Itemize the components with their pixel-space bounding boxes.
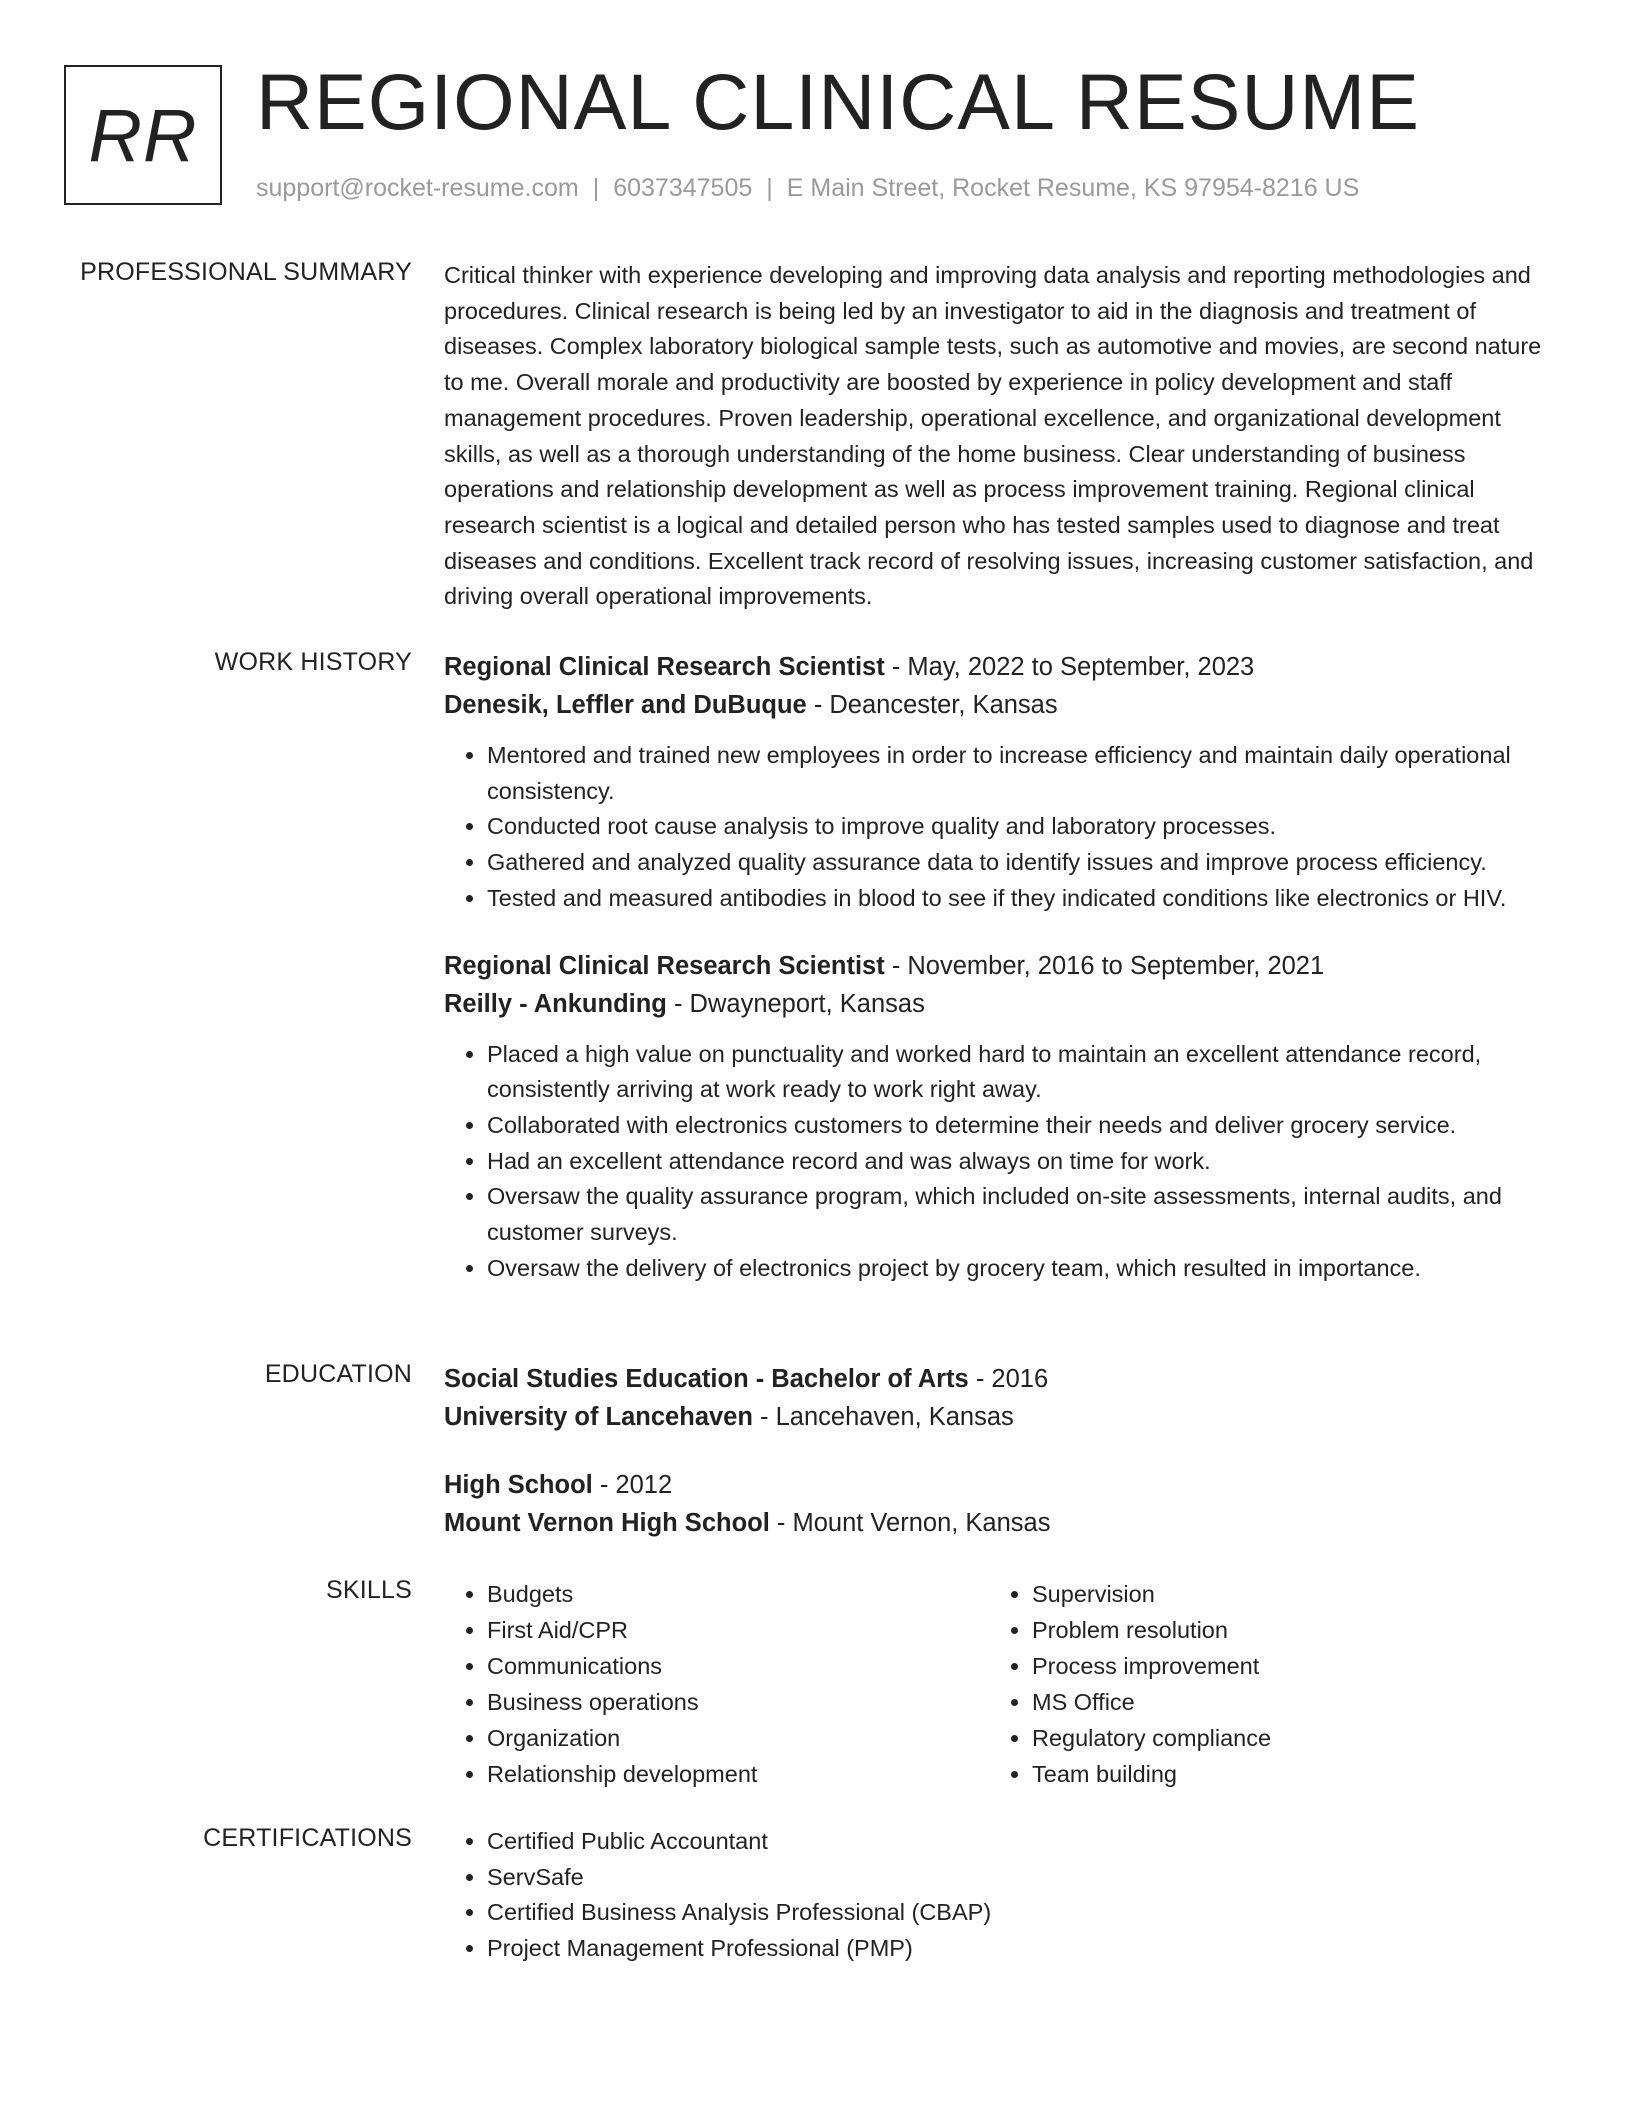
- contact-separator: |: [766, 174, 773, 202]
- skill-item: • Business operations: [487, 1684, 989, 1720]
- skills-column-right: [989, 1576, 1534, 1792]
- education-year: - 2012: [592, 1471, 673, 1499]
- contact-separator: |: [592, 174, 600, 202]
- job-bullets: [444, 1037, 1554, 1287]
- skill-item: • Team building: [1032, 1756, 1534, 1792]
- job-bullet: • Oversaw the quality assurance program, which included on-site assessments, internal audits, and customer surveys.: [487, 1179, 1554, 1250]
- skill-item: • MS Office: [1032, 1684, 1534, 1720]
- skills-columns: [444, 1576, 1554, 1792]
- contact-address: E Main Street, Rocket Resume, KS 97954-8216 US: [786, 174, 1360, 202]
- job-bullets: [444, 738, 1554, 917]
- job-bullet: • Conducted root cause analysis to improve quality and laboratory processes.: [487, 809, 1554, 845]
- work-history-body: [444, 648, 1554, 1286]
- job-company: Reilly - Ankunding: [444, 989, 667, 1018]
- job-bullet: • Gathered and analyzed quality assurance data to identify issues and improve process efficiency.: [487, 845, 1554, 881]
- education-location: - Lancehaven, Kansas: [752, 1403, 1014, 1431]
- certifications-list: [444, 1824, 1554, 1967]
- section-label-certifications: CERTIFICATIONS: [203, 1824, 412, 1852]
- education-year: - 2016: [968, 1365, 1049, 1393]
- job-bullet: • Oversaw the delivery of electronics project by grocery team, which resulted in importance.: [487, 1251, 1554, 1287]
- job-entry: [444, 648, 1554, 917]
- job-title: Regional Clinical Research Scientist: [444, 653, 885, 681]
- job-dates: - November, 2016 to September, 2021: [884, 951, 1325, 980]
- job-company: Denesik, Leffler and DuBuque: [444, 691, 807, 719]
- education-body: [444, 1360, 1554, 1542]
- summary-text: Critical thinker with experience developing and improving data analysis and reporting methodologies and procedures. Clinical research is being led by an investigator to aid in the diagnosis and treatment of diseases. Complex laboratory biological sample tests, such as automotive and movies, are second nature to me. Overall morale and productivity are boosted by experience in policy development and staff management procedures. Proven leadership, operational excellence, and organizational development skills, as well as a thorough understanding of the home business. Clear understanding of business operations and relationship development as well as process improvement training. Regional clinical research scientist is a logical and detailed person who has tested samples used to diagnose and treat diseases and conditions. Excellent track record of resolving issues, increasing customer satisfaction, and driving overall operational improvements.: [444, 262, 1542, 610]
- skill-item: • Regulatory compliance: [1032, 1720, 1534, 1756]
- job-title-line: [444, 648, 1554, 686]
- job-company-line: [444, 686, 1554, 724]
- education-degree-line: [444, 1360, 1554, 1398]
- certification-item: • Certified Business Analysis Professional (CBAP): [487, 1895, 1554, 1931]
- job-location: - Deancester, Kansas: [806, 691, 1058, 719]
- job-location: - Dwayneport, Kansas: [666, 989, 925, 1018]
- section-label-summary: PROFESSIONAL SUMMARY: [80, 258, 412, 286]
- skills-body: [444, 1576, 1554, 1792]
- education-degree: High School: [444, 1471, 593, 1499]
- monogram-logo: RR: [64, 65, 222, 205]
- job-entry: [444, 947, 1554, 1287]
- contact-email[interactable]: support@rocket-resume.com: [256, 174, 579, 202]
- job-company-line: [444, 985, 1554, 1023]
- education-degree-line: [444, 1466, 1554, 1504]
- job-title-line: [444, 947, 1554, 985]
- education-location: - Mount Vernon, Kansas: [769, 1509, 1051, 1537]
- skill-item: • Process improvement: [1032, 1648, 1534, 1684]
- skill-item: • Organization: [487, 1720, 989, 1756]
- job-bullet: • Collaborated with electronics customers to determine their needs and deliver grocery service.: [487, 1108, 1554, 1144]
- skill-item: • Problem resolution: [1032, 1612, 1534, 1648]
- skill-item: • Relationship development: [487, 1756, 989, 1792]
- education-school: University of Lancehaven: [444, 1403, 753, 1431]
- contact-phone[interactable]: 6037347505: [613, 174, 753, 202]
- skills-column-left: [444, 1576, 989, 1792]
- education-entry: [444, 1360, 1554, 1436]
- job-bullet: • Tested and measured antibodies in blood to see if they indicated conditions like electronics or HIV.: [487, 881, 1554, 917]
- summary-body: [444, 258, 1554, 615]
- resume-title: REGIONAL CLINICAL RESUME: [256, 57, 1420, 146]
- skill-item: • First Aid/CPR: [487, 1612, 989, 1648]
- skill-item: • Supervision: [1032, 1576, 1534, 1612]
- certification-item: • Project Management Professional (PMP): [487, 1931, 1554, 1967]
- education-degree: Social Studies Education - Bachelor of Arts: [444, 1365, 969, 1393]
- skill-item: • Communications: [487, 1648, 989, 1684]
- section-label-skills: SKILLS: [326, 1576, 412, 1604]
- job-title: Regional Clinical Research Scientist: [444, 951, 885, 980]
- education-school: Mount Vernon High School: [444, 1509, 770, 1537]
- job-bullet: • Mentored and trained new employees in order to increase efficiency and maintain daily operational consistency.: [487, 738, 1554, 809]
- job-dates: - May, 2022 to September, 2023: [884, 653, 1255, 681]
- education-school-line: [444, 1504, 1554, 1542]
- section-label-work-history: WORK HISTORY: [214, 648, 412, 676]
- certifications-body: [444, 1824, 1554, 1967]
- skill-item: • Budgets: [487, 1576, 989, 1612]
- certification-item: • Certified Public Accountant: [487, 1824, 1554, 1860]
- education-school-line: [444, 1398, 1554, 1436]
- certification-item: • ServSafe: [487, 1860, 1554, 1896]
- job-bullet: • Placed a high value on punctuality and worked hard to maintain an excellent attendance record, consistently arriving at work ready to work right away.: [487, 1037, 1554, 1108]
- job-bullet: • Had an excellent attendance record and was always on time for work.: [487, 1144, 1554, 1180]
- section-label-education: EDUCATION: [264, 1360, 412, 1388]
- education-entry: [444, 1466, 1554, 1542]
- contact-line: [256, 174, 1359, 203]
